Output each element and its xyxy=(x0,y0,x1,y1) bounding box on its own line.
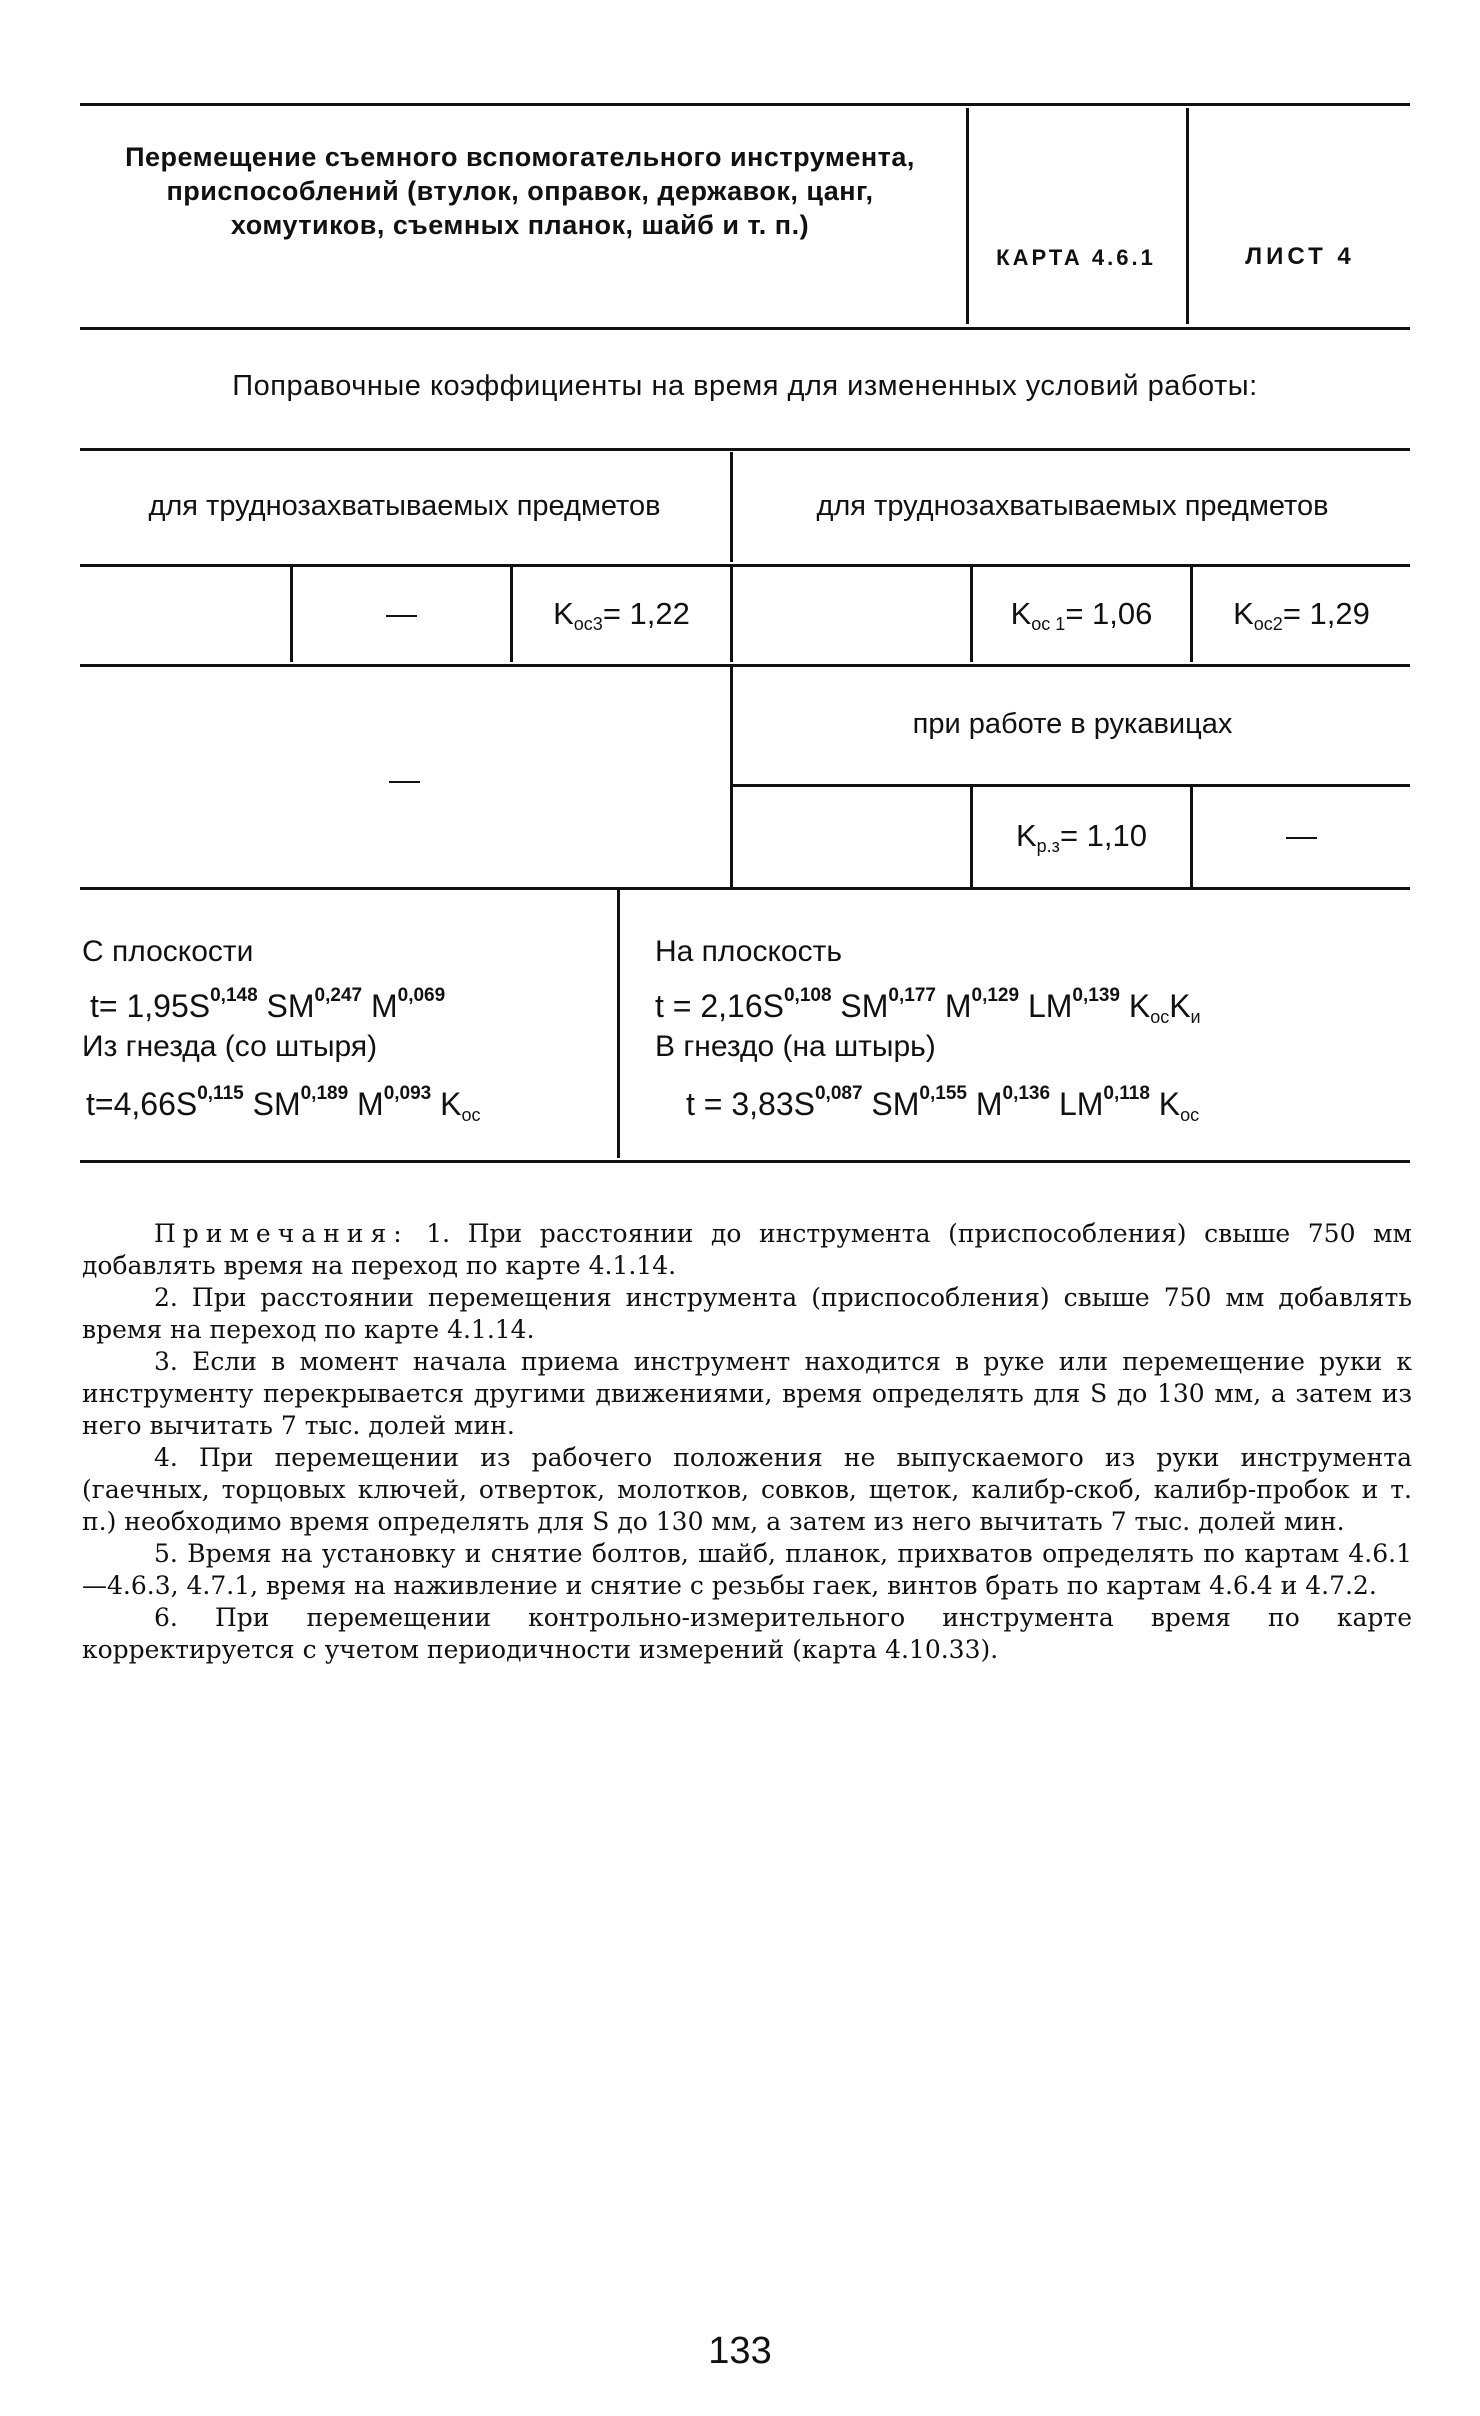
coef-koc3 xyxy=(513,596,730,635)
formula-exp: 0,136 xyxy=(1002,1083,1051,1104)
notes-section xyxy=(82,1218,1412,1666)
formula-part: K xyxy=(1119,988,1151,1024)
formula-exp: 0,115 xyxy=(197,1083,244,1104)
formula-exp: 0,118 xyxy=(1103,1083,1150,1104)
col-header-right: для труднозахватываемых предметов xyxy=(816,490,1329,522)
formula-part: K xyxy=(1149,1086,1181,1122)
formula-part: M xyxy=(966,1086,1003,1122)
formula-part: t=4,66S xyxy=(86,1086,198,1122)
coef-symbol: K xyxy=(1015,818,1037,853)
coef-subscript: oc 1 xyxy=(1031,614,1066,634)
formula-part: K xyxy=(1169,988,1191,1024)
coef-value: = 1,06 xyxy=(1065,596,1153,631)
table-row1-top-rule xyxy=(80,564,1410,567)
gloves-rule xyxy=(733,784,1410,787)
row2-right-dash: — xyxy=(1286,818,1317,853)
formula-exp: 0,093 xyxy=(383,1083,432,1104)
formula-exp: 0,177 xyxy=(888,985,936,1006)
formula-part: SM xyxy=(831,988,889,1024)
formula-exp: 0,087 xyxy=(814,1083,863,1104)
formula-bottom-rule xyxy=(80,1160,1410,1163)
note-4: 4. При перемещении из рабочего положения не выпускаемого из руки инструмента (гаечных, торцовых ключей, отверток, молотков, совков, щеток, калибр-скоб, калибр-пробок и т. п.) необходимо время определять для S до 130 мм, а затем из него вычитать 7 тыс. долей мин. xyxy=(82,1443,1412,1536)
row2-left-dash: — xyxy=(389,762,420,797)
formula-part: SM xyxy=(243,1086,301,1122)
coef-value: = 1,29 xyxy=(1282,596,1370,631)
coef-krz xyxy=(973,818,1190,857)
row2-divider-main xyxy=(730,667,733,887)
note-5: 5. Время на установку и снятие болтов, шайб, планок, прихватов определять по картам 4.6.1—4.6.3, 4.7.1, время на наживление и снятие с резьбы гаек, винтов брать по картам 4.6.4 и 4.7.2. xyxy=(82,1539,1412,1600)
coef-subscript: р.з xyxy=(1036,836,1060,856)
label-from-plane: С плоскости xyxy=(82,935,254,968)
coef-value: = 1,10 xyxy=(1059,818,1147,853)
table-bottom-rule xyxy=(80,887,1410,890)
formula-divider xyxy=(617,890,620,1158)
formula-to-plane xyxy=(655,985,1201,1028)
col-header-left: для труднозахватываемых предметов xyxy=(148,490,661,522)
coef-koc2 xyxy=(1193,596,1410,635)
note-text: 1. При расстоянии до инструмента (приспособления) свыше 750 мм добавлять время на переход по карте 4.1.14. xyxy=(82,1219,1412,1280)
note-6: 6. При перемещении контрольно-измерительного инструмента время по карте корректируется с учетом периодичности измерений (карта 4.10.33). xyxy=(82,1603,1412,1664)
label-to-plane: На плоскость xyxy=(655,935,842,968)
coef-symbol: K xyxy=(553,596,574,631)
formula-part: LM xyxy=(1050,1086,1104,1122)
formula-from-plane xyxy=(90,985,445,1025)
formula-part: t = 2,16S xyxy=(655,988,784,1024)
header-top-rule xyxy=(80,103,1410,106)
formula-exp: 0,129 xyxy=(971,985,1020,1006)
row1-dash: — xyxy=(386,596,417,631)
formula-part: M xyxy=(362,988,398,1024)
formula-part: M xyxy=(935,988,972,1024)
formula-part: M xyxy=(348,1086,384,1122)
note-3: 3. Если в момент начала приема инструмент находится в руке или перемещение руки к инструменту перекрывается другими движениями, время определять для S до 130 мм, а затем из него вычитать 7 тыс. долей мин. xyxy=(82,1347,1412,1440)
page-number: 133 xyxy=(708,2330,772,2372)
formula-exp: 0,155 xyxy=(919,1083,967,1104)
formula-part: SM xyxy=(257,988,315,1024)
gloves-header: при работе в рукавицах xyxy=(912,708,1233,740)
formula-sub: oc xyxy=(1150,1007,1170,1027)
formula-exp: 0,189 xyxy=(300,1083,349,1104)
coef-subscript: oc2 xyxy=(1253,614,1283,634)
coef-symbol: K xyxy=(1010,596,1032,631)
coefficients-subtitle: Поправочные коэффициенты на время для измененных условий работы: xyxy=(232,370,1258,402)
label-to-socket: В гнездо (на штырь) xyxy=(655,1030,936,1063)
header-bottom-rule xyxy=(80,327,1410,330)
coef-koc1 xyxy=(973,596,1190,635)
header-divider-2 xyxy=(1186,108,1189,324)
formula-sub: и xyxy=(1190,1007,1201,1027)
formula-part: LM xyxy=(1019,988,1073,1024)
label-from-socket: Из гнезда (со штыря) xyxy=(82,1030,378,1063)
card-title: Перемещение съемного вспомогательного инструмента, приспособлений (втулок, оправок, державок, цанг, хомутиков, съемных планок, шайб и т. п.) xyxy=(125,142,915,240)
coef-value: = 1,22 xyxy=(602,596,690,631)
table-header-divider xyxy=(730,452,733,562)
card-number: КАРТА 4.6.1 xyxy=(996,245,1156,270)
formula-exp: 0,148 xyxy=(210,985,258,1006)
header-divider-1 xyxy=(966,108,969,324)
row1-divider-3 xyxy=(730,567,733,662)
formula-part: t= 1,95S xyxy=(90,988,211,1024)
formula-exp: 0,108 xyxy=(783,985,832,1006)
sheet-number: ЛИСТ 4 xyxy=(1245,243,1355,270)
formula-to-socket xyxy=(686,1083,1199,1126)
formula-part: K xyxy=(431,1086,462,1122)
formula-part: SM xyxy=(862,1086,920,1122)
formula-sub: oc xyxy=(1180,1105,1200,1125)
formula-exp: 0,069 xyxy=(397,985,446,1006)
table-row2-top-rule xyxy=(80,664,1410,667)
note-2: 2. При расстоянии перемещения инструмента (приспособления) свыше 750 мм добавлять время на переход по карте 4.1.14. xyxy=(82,1283,1412,1344)
formula-sub: oc xyxy=(461,1105,481,1125)
formula-from-socket xyxy=(86,1083,480,1126)
notes-heading: Примечания: xyxy=(154,1219,409,1248)
coef-subscript: oc3 xyxy=(573,614,603,634)
formula-exp: 0,139 xyxy=(1072,985,1120,1006)
note-1 xyxy=(82,1218,1412,1282)
coef-symbol: K xyxy=(1233,596,1254,631)
formula-part: t = 3,83S xyxy=(686,1086,815,1122)
formula-exp: 0,247 xyxy=(314,985,363,1006)
table-top-rule xyxy=(80,448,1410,451)
